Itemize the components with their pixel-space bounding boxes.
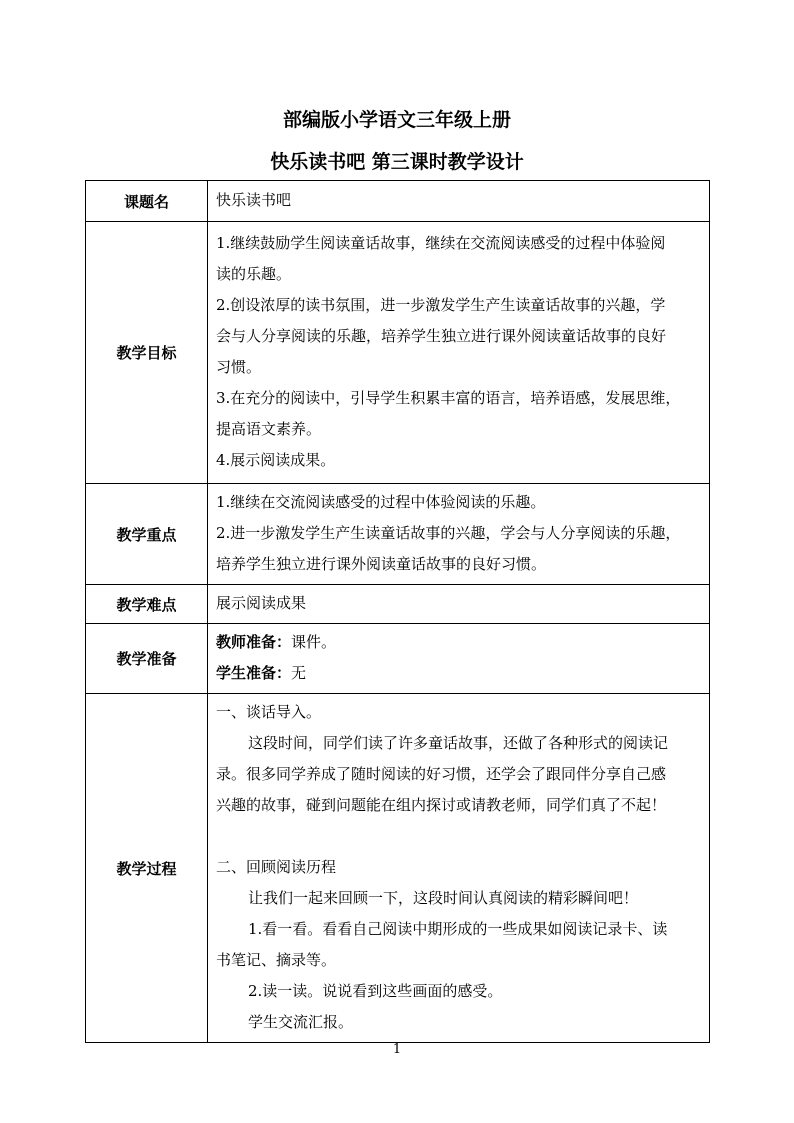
table-row-keypoints <box>86 484 710 585</box>
process-line: 1.看一看。看看自己阅读中期形成的一些成果如阅读记录卡、读 <box>248 920 668 938</box>
keypoints-line: 2.进一步激发学生产生读童话故事的兴趣，学会与人分享阅读的乐趣， <box>216 524 681 542</box>
process-line: 兴趣的故事，碰到问题能在组内探讨或请教老师，同学们真了不起！ <box>216 796 667 814</box>
goals-line: 会与人分享阅读的乐趣，培养学生独立进行课外阅读童话故事的良好 <box>216 327 667 345</box>
teacher-preparation-label: 教师准备： <box>216 633 292 651</box>
topic-value: 快乐读书吧 <box>216 191 292 209</box>
goals-line: 2.创设浓厚的读书氛围，进一步激发学生产生读童话故事的兴趣，学 <box>216 296 666 314</box>
difficulty-value: 展示阅读成果 <box>216 594 307 612</box>
page-number: 1 <box>392 1042 402 1057</box>
process-label: 教学过程 <box>86 694 208 1043</box>
student-preparation <box>216 658 702 689</box>
lesson-plan-table <box>85 180 710 1043</box>
topic-label: 课题名 <box>86 181 208 222</box>
keypoints-label: 教学重点 <box>86 484 208 585</box>
goals-line: 读的乐趣。 <box>216 265 292 283</box>
goals-line: 习惯。 <box>216 358 262 376</box>
keypoints-line: 培养学生独立进行课外阅读童话故事的良好习惯。 <box>216 555 547 573</box>
process-line: 学生交流汇报。 <box>248 1013 354 1031</box>
goals-line: 4.展示阅读成果。 <box>216 451 336 469</box>
process-line: 一、谈话导入。 <box>216 703 322 721</box>
table-row-preparation <box>86 624 710 694</box>
goals-line: 1.继续鼓励学生阅读童话故事，继续在交流阅读感受的过程中体验阅 <box>216 234 666 252</box>
process-line: 书笔记、摘录等。 <box>216 951 337 969</box>
goals-label: 教学目标 <box>86 222 208 484</box>
table-row-goals <box>86 222 710 484</box>
teacher-preparation <box>216 627 702 658</box>
difficulty-label: 教学难点 <box>86 585 208 624</box>
student-preparation-value: 无 <box>291 664 307 682</box>
blank-line <box>216 821 702 852</box>
document-title: 部编版小学语文三年级上册 <box>282 109 511 131</box>
table-row-topic <box>86 181 710 222</box>
process-line: 录。很多同学养成了随时阅读的好习惯，还学会了跟同伴分享自己感 <box>216 765 667 783</box>
table-row-difficulty <box>86 585 710 624</box>
process-line: 这段时间，同学们读了许多童话故事，还做了各种形式的阅读记 <box>248 734 669 752</box>
process-line: 二、回顾阅读历程 <box>216 858 337 876</box>
process-line: 让我们一起来回顾一下，这段时间认真阅读的精彩瞬间吧！ <box>248 889 639 907</box>
teacher-preparation-value: 课件。 <box>291 633 337 651</box>
process-line: 2.读一读。说说看到这些画面的感受。 <box>248 982 503 1000</box>
goals-line: 提高语文素养。 <box>216 420 322 438</box>
table-row-process <box>86 694 710 1043</box>
keypoints-line: 1.继续在交流阅读感受的过程中体验阅读的乐趣。 <box>216 493 546 511</box>
document-subtitle: 快乐读书吧 第三课时教学设计 <box>270 151 524 173</box>
preparation-label: 教学准备 <box>86 624 208 694</box>
goals-line: 3.在充分的阅读中，引导学生积累丰富的语言，培养语感，发展思维， <box>216 389 681 407</box>
student-preparation-label: 学生准备： <box>216 664 292 682</box>
